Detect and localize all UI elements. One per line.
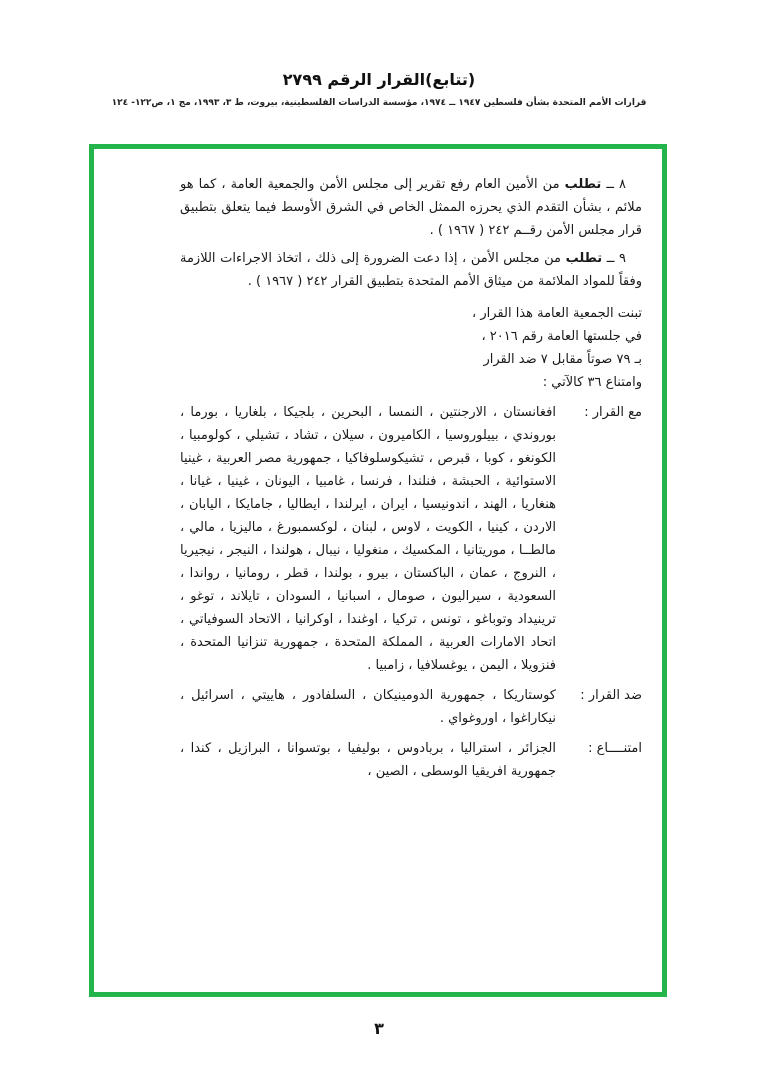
clause-8-verb: تطلب (564, 177, 602, 192)
clause-9-text: من مجلس الأمن ، إذا دعت الضرورة إلى ذلك ، اتخاذ الاجراءات اللازمة وفقاً للمواد الملائمة من ميثاق الأمم المتحدة بتطبيق القرار ٢٤٢ ( ١٩٦٧ ) . (180, 251, 642, 289)
clause-9-verb: تطلب (565, 251, 603, 266)
vote-section-against (180, 684, 642, 730)
vote-for-label: مع القرار : (584, 405, 642, 420)
vote-against-countries: كوستاريكا ، جمهورية الدومينيكان ، السلفادور ، هاييتي ، اسرائيل ، نيكاراغوا ، اوروغواي . (180, 688, 556, 726)
source-citation: قرارات الأمم المتحدة بشأن فلسطين ١٩٤٧ ــ ١٩٧٤، مؤسسة الدراسات الفلسطينية، بيروت، ط ٣، ١٩٩٣، مج ١، ص١٢٢- ١٢٤ (111, 98, 647, 108)
adoption-line-3: بـ ٧٩ صوتاً مقابل ٧ ضد القرار (483, 352, 642, 367)
vote-section-for (180, 401, 642, 677)
doc-header (0, 70, 758, 108)
adoption-line-1: تبنت الجمعية العامة هذا القرار ، (472, 306, 642, 321)
content-frame (89, 144, 667, 997)
resolution-body (94, 149, 662, 783)
clause-9-number: ٩ ــ (606, 251, 626, 266)
clause-8-text: من الأمين العام رفع تقرير إلى مجلس الأمن والجمعية العامة ، كما هو ملائم ، بشأن التقدم الذي يحرزه الممثل الخاص في الشرق الأوسط فيما يتعلق بتطبيق قرار مجلس الأمن رقــم ٢٤٢ ( ١٩٦٧ ) . (180, 177, 642, 238)
adoption-line-2: في جلستها العامة رقم ٢٠١٦ ، (481, 329, 642, 344)
vote-abstain-label: امتنــــاع : (588, 741, 642, 756)
resolution-title: (تتابع)القرار الرقم ٢٧٩٩ (282, 70, 476, 89)
vote-for-countries: افغانستان ، الارجنتين ، النمسا ، البحرين ، بلجيكا ، بلغاريا ، بورما ، بوروندي ، بييلوروسيا ، الكاميرون ، سيلان ، تشاد ، تشيلي ، كولومبيا ، الكونغو ، كوبا ، قبرص ، تشيكوسلوفاكيا ، جمهورية مصر العربية ، غينيا الاستوائية ، الحبشة ، فنلندا ، فرنسا ، غامبيا ، اليونان ، غينيا ، غيانا ، هنغاريا ، الهند ، اندونيسيا ، ايران ، ايرلندا ، ايطاليا ، جامايكا ، اليابان ، الاردن ، كينيا ، الكويت ، لاوس ، لبنان ، لوكسمبورغ ، ماليزيا ، مالي ، مالطــا ، موريتانيا ، المكسيك ، منغوليا ، نيبال ، هولندا ، النيجر ، نيجيريا ، النروج ، عمان ، الباكستان ، بيرو ، بولندا ، قطر ، رومانيا ، رواندا ، السعودية ، سيراليون ، صومال ، اسبانيا ، السودان ، تايلاند ، توغو ، ترينيداد وتوباغو ، تونس ، تركيا ، اوغندا ، اوكرانيا ، الاتحاد السوفياتي ، اتحاد الامارات العربية ، المملكة المتحدة ، جمهورية تنزانيا المتحدة ، فنزويلا ، اليمن ، يوغسلافيا ، زامبيا . (180, 405, 556, 673)
page-number: ٣ (374, 1019, 384, 1038)
clause-8 (180, 173, 642, 242)
adoption-statement (180, 302, 642, 394)
clause-8-number: ٨ ــ (606, 177, 626, 192)
vote-against-label: ضد القرار : (580, 688, 642, 703)
vote-section-abstain (180, 737, 642, 783)
adoption-line-4: وامتناع ٣٦ كالآتي : (542, 375, 642, 390)
vote-abstain-countries: الجزائر ، استراليا ، بربادوس ، بوليفيا ، بوتسوانا ، البرازيل ، كندا ، جمهورية افريقيا الوسطى ، الصين ، (180, 741, 556, 779)
clause-9 (180, 247, 642, 293)
